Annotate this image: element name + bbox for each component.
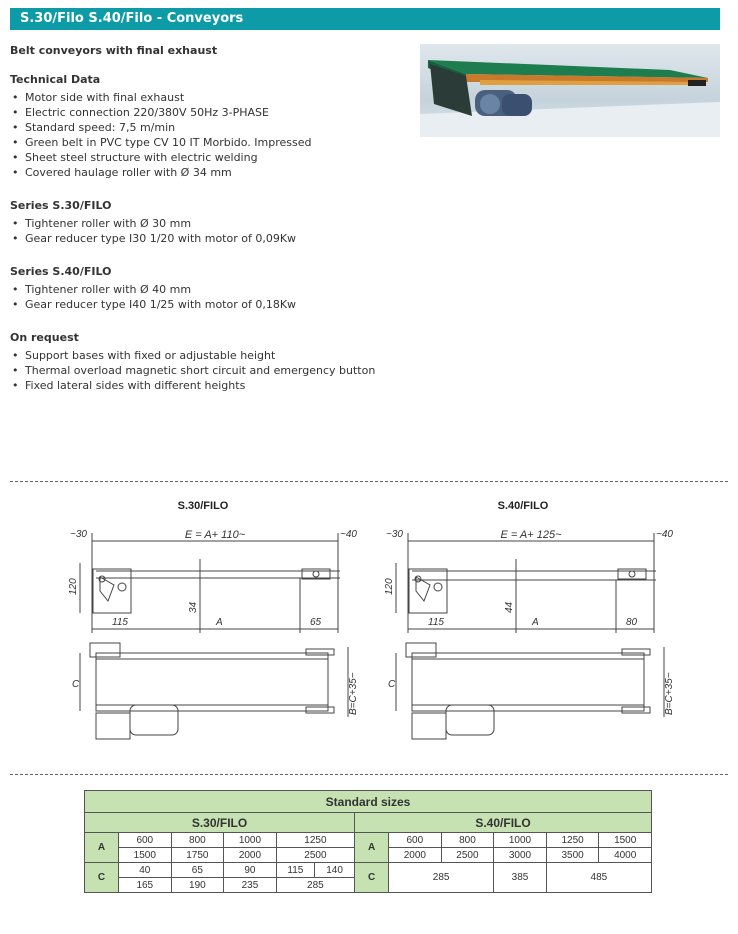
- page-title: S.30/Filo S.40/Filo - Conveyors: [20, 11, 244, 26]
- series30-heading: Series S.30/FILO: [10, 199, 112, 212]
- left-gap-dimension: ~30: [70, 529, 87, 540]
- height-dimension: 120: [68, 578, 79, 595]
- list-item: • Green belt in PVC type CV 10 IT Morbido. Impressed: [10, 135, 410, 150]
- a-dimension: A: [532, 617, 539, 628]
- e-dimension: E = A+ 125~: [500, 529, 562, 541]
- table-cell: 2000: [389, 848, 442, 863]
- table-cell: 485: [546, 863, 651, 893]
- s30-technical-drawing: [40, 493, 370, 753]
- intro-heading: Belt conveyors with final exhaust: [10, 44, 218, 57]
- base-dimension: 115: [428, 617, 444, 628]
- table-cell: 1000: [494, 833, 547, 848]
- c-dimension: C: [72, 679, 80, 690]
- list-item: • Motor side with final exhaust: [10, 90, 410, 105]
- list-item: • Support bases with fixed or adjustable height: [10, 348, 410, 363]
- table-cell: 3000: [494, 848, 547, 863]
- list-item: • Gear reducer type I30 1/20 with motor of 0,09Kw: [10, 231, 410, 246]
- list-item: • Covered haulage roller with Ø 34 mm: [10, 165, 410, 180]
- divider-top: [10, 481, 728, 482]
- content-column: [10, 44, 410, 412]
- row-label-c: C: [85, 863, 119, 893]
- list-item: • Gear reducer type I40 1/25 with motor of 0,18Kw: [10, 297, 410, 312]
- b-dimension: B=C+35~: [664, 672, 675, 715]
- table-cell: 65: [171, 863, 224, 878]
- belt-dimension: 44: [504, 601, 515, 613]
- divider-bottom: [10, 774, 728, 775]
- row-label-a: A: [355, 833, 389, 863]
- table-cell: 1250: [276, 833, 354, 848]
- technical-heading: Technical Data: [10, 73, 101, 86]
- conveyor-photo: [420, 44, 720, 137]
- table-cell: 285: [276, 878, 354, 893]
- table-cell: 1000: [224, 833, 277, 848]
- tail-dimension: 65: [310, 617, 322, 628]
- height-dimension: 120: [384, 578, 395, 595]
- table-cell: 2500: [441, 848, 494, 863]
- table-cell: 2500: [276, 848, 354, 863]
- series30-list: [10, 216, 410, 246]
- table-cell: 235: [224, 878, 277, 893]
- table-cell: 2000: [224, 848, 277, 863]
- row-label-a: A: [85, 833, 119, 863]
- drawing-title: S.30/FILO: [177, 500, 229, 512]
- table-cell: 3500: [546, 848, 599, 863]
- right-gap-dimension: ~40: [340, 529, 357, 540]
- list-item: • Fixed lateral sides with different heights: [10, 378, 410, 393]
- list-item: • Tightener roller with Ø 30 mm: [10, 216, 410, 231]
- table-cell: 90: [224, 863, 277, 878]
- table-cell: 115: [276, 863, 314, 878]
- right-gap-dimension: ~40: [656, 529, 673, 540]
- s30-header: S.30/FILO: [85, 813, 355, 833]
- list-item: • Standard speed: 7,5 m/min: [10, 120, 410, 135]
- table-cell: 190: [171, 878, 224, 893]
- belt-dimension: 34: [188, 601, 199, 613]
- request-list: [10, 348, 410, 393]
- row-label-c: C: [355, 863, 389, 893]
- drawing-title: S.40/FILO: [497, 500, 549, 512]
- standard-sizes-table: [84, 790, 652, 893]
- table-cell: 1500: [119, 848, 172, 863]
- a-dimension: A: [216, 617, 223, 628]
- table-cell: 385: [494, 863, 547, 893]
- e-dimension: E = A+ 110~: [184, 529, 246, 541]
- conveyor-photo-image: [420, 44, 720, 137]
- table-cell: 600: [119, 833, 172, 848]
- table-title: Standard sizes: [85, 791, 652, 813]
- s40-technical-drawing: [356, 493, 686, 753]
- list-item: • Electric connection 220/380V 50Hz 3-PHASE: [10, 105, 410, 120]
- request-heading: On request: [10, 331, 79, 344]
- s40-header: S.40/FILO: [355, 813, 652, 833]
- table-cell: 800: [441, 833, 494, 848]
- table-cell: 1500: [599, 833, 652, 848]
- list-item: • Tightener roller with Ø 40 mm: [10, 282, 410, 297]
- series40-heading: Series S.40/FILO: [10, 265, 112, 278]
- table-cell: 140: [315, 863, 355, 878]
- table-cell: 4000: [599, 848, 652, 863]
- list-item: • Thermal overload magnetic short circuit and emergency button: [10, 363, 410, 378]
- table-cell: 1250: [546, 833, 599, 848]
- table-cell: 165: [119, 878, 172, 893]
- list-item: • Sheet steel structure with electric welding: [10, 150, 410, 165]
- base-dimension: 115: [112, 617, 128, 628]
- table-cell: 1750: [171, 848, 224, 863]
- table-cell: 800: [171, 833, 224, 848]
- table-cell: 285: [389, 863, 494, 893]
- c-dimension: C: [388, 679, 396, 690]
- title-bar: [10, 8, 720, 30]
- left-gap-dimension: ~30: [386, 529, 403, 540]
- technical-list: [10, 90, 410, 180]
- table-cell: 40: [119, 863, 172, 878]
- series40-list: [10, 282, 410, 312]
- b-dimension: B=C+35~: [348, 672, 359, 715]
- table-cell: 600: [389, 833, 442, 848]
- tail-dimension: 80: [626, 617, 638, 628]
